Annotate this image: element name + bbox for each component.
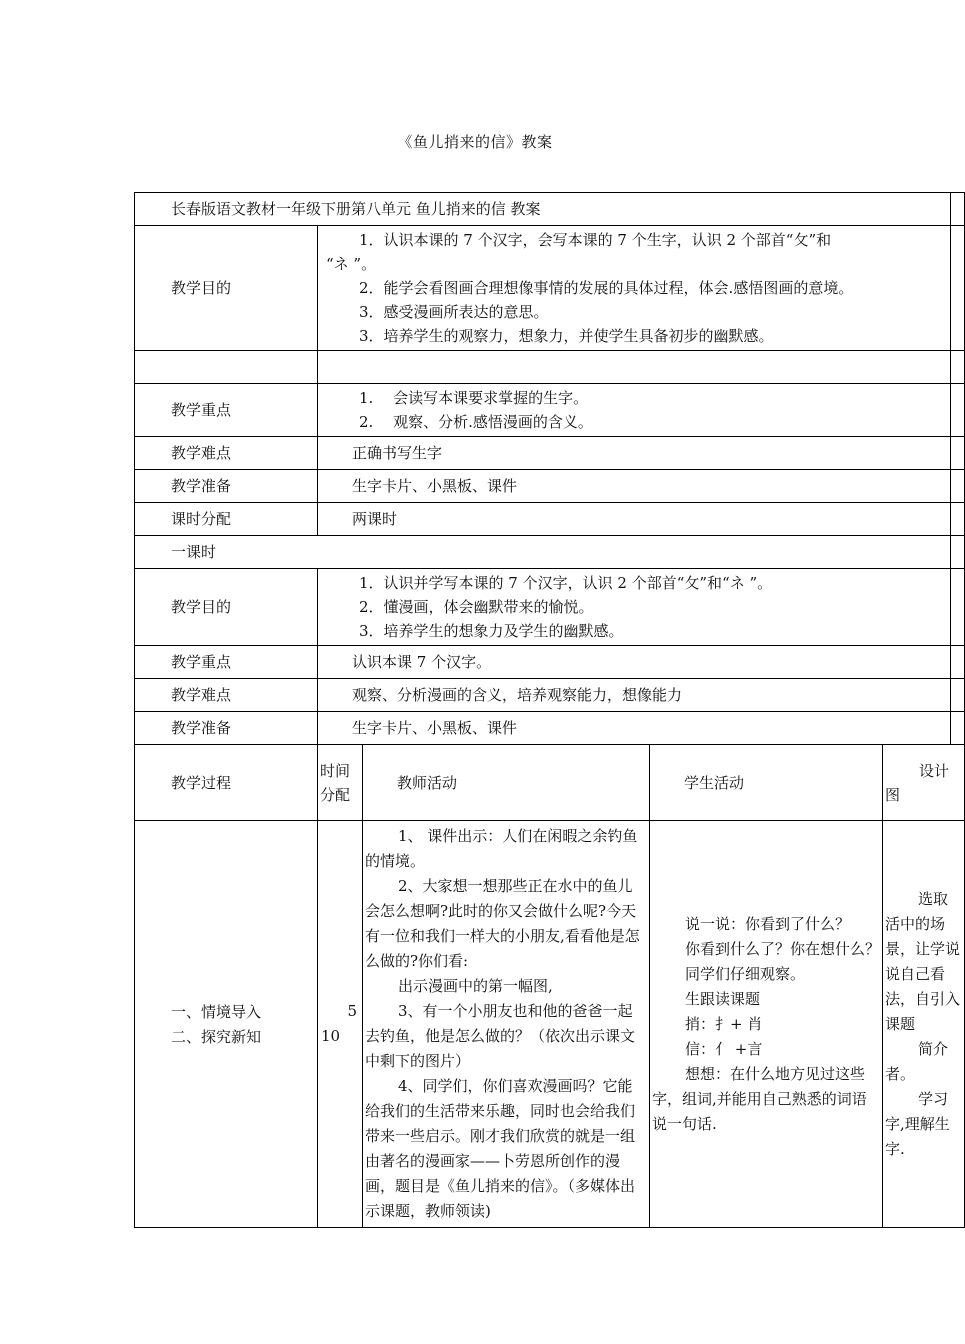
document-title: 《鱼儿捎来的信》教案 xyxy=(397,133,553,151)
teacher-activity-header: 教师活动 xyxy=(363,745,650,821)
header-row: 长春版语文教材一年级下册第八单元 鱼儿捎来的信 教案 xyxy=(135,193,951,226)
step-item: 二、探究新知 xyxy=(171,1027,262,1046)
student-activity xyxy=(650,821,883,1228)
lesson-objectives-label: 教学目的 xyxy=(135,569,318,646)
blank-cell xyxy=(135,351,318,384)
teacher-step: 3、有一个小朋友也和他的爸爸一起去钓鱼，他是怎么做的？（依次出示课文中剩下的图片） xyxy=(365,1002,636,1070)
blank-cell xyxy=(318,351,951,384)
schedule-value: 两课时 xyxy=(318,503,951,536)
objective-item: 2．能学会看图画合理想像事情的发展的具体过程，体会.感悟图画的意境。 xyxy=(359,279,854,297)
right-margin-cell xyxy=(951,193,965,226)
student-step: 捎：扌+ 肖 xyxy=(685,1014,763,1033)
time-allocation xyxy=(318,821,363,1228)
lesson-preparation-value: 生字卡片、小黑板、课件 xyxy=(318,712,951,745)
teacher-step: 1、 课件出示：人们在闲暇之余钓鱼的情境。 xyxy=(365,827,638,870)
step-item: 一、情境导入 xyxy=(171,1002,262,1021)
lesson-plan-table xyxy=(134,192,965,1228)
time-header: 时间 分配 xyxy=(318,745,363,821)
difficulties-label: 教学难点 xyxy=(135,437,318,470)
design-header: 设计 图 xyxy=(883,745,965,821)
design-note: 选取活中的场景，让学说说自己看法，自引入课题 xyxy=(885,889,961,1033)
design-note: 简介者。 xyxy=(885,1039,949,1083)
time-value: 10 xyxy=(321,1027,341,1045)
student-step: 信：亻 +言 xyxy=(685,1039,763,1058)
objectives-content xyxy=(318,226,951,351)
key-points-label: 教学重点 xyxy=(135,384,318,437)
preparation-label: 教学准备 xyxy=(135,470,318,503)
key-points-content xyxy=(318,384,951,437)
lesson-objective-item: 3．培养学生的想象力及学生的幽默感。 xyxy=(359,622,624,640)
teacher-step: 4、同学们，你们喜欢漫画吗？它能给我们的生活带来乐趣，同时也会给我们带来一些启示。刚才我们欣赏的就是一组由著名的漫画家——卜劳恩所创作的漫画，题目是《鱼儿捎来的信》。（多媒体出示课题，教师领读) xyxy=(365,1077,636,1220)
teacher-step: 2、大家想一想那些正在水中的鱼儿会怎么想啊?此时的你又会做什么呢?今天有一位和我们一样大的小朋友,看看他是怎么做的?你们看: xyxy=(365,877,640,970)
lesson-key-points-label: 教学重点 xyxy=(135,646,318,679)
key-point-item: 1. 会读写本课要求掌握的生字。 xyxy=(359,389,589,407)
design-notes xyxy=(883,821,965,1228)
objective-item: 1．认识本课的 7 个汉字，会写本课的 7 个生字，认识 2 个部首“攵”和 xyxy=(359,231,832,249)
preparation-value: 生字卡片、小黑板、课件 xyxy=(318,470,951,503)
student-activity-header: 学生活动 xyxy=(650,745,883,821)
student-step: 生跟读课题 xyxy=(685,989,761,1008)
lesson-one-heading: 一课时 xyxy=(135,536,951,569)
lesson-objectives-content xyxy=(318,569,951,646)
difficulties-value: 正确书写生字 xyxy=(318,437,951,470)
lesson-objective-item: 2．懂漫画，体会幽默带来的愉悦。 xyxy=(359,598,594,616)
lesson-difficulties-value: 观察、分析漫画的含义，培养观察能力，想像能力 xyxy=(318,679,951,712)
lesson-preparation-label: 教学准备 xyxy=(135,712,318,745)
process-header: 教学过程 xyxy=(135,745,318,821)
student-step: 想想：在什么地方见过这些字，组词,并能用自己熟悉的词语说一句话. xyxy=(652,1064,867,1133)
schedule-label: 课时分配 xyxy=(135,503,318,536)
teacher-step: 出示漫画中的第一幅图, xyxy=(398,977,553,995)
time-value: 5 xyxy=(347,1002,357,1020)
objective-item: “ネ ”。 xyxy=(326,255,377,273)
student-step: 你看到什么了？你在想什么？ xyxy=(685,939,881,958)
objectives-label: 教学目的 xyxy=(135,226,318,351)
teacher-activity xyxy=(363,821,650,1228)
design-note: 学习字,理解生字. xyxy=(885,1089,950,1158)
lesson-difficulties-label: 教学难点 xyxy=(135,679,318,712)
lesson-objective-item: 1．认识并学写本课的 7 个汉字，认识 2 个部首“攵”和“ネ ”。 xyxy=(359,574,773,592)
student-step: 同学们仔细观察。 xyxy=(685,964,806,983)
student-step: 说一说：你看到了什么？ xyxy=(685,914,851,933)
lesson-key-points-value: 认识本课 7 个汉字。 xyxy=(318,646,951,679)
objective-item: 3．培养学生的观察力，想象力，并使学生具备初步的幽默感。 xyxy=(359,327,774,345)
objective-item: 3．感受漫画所表达的意思。 xyxy=(359,303,549,321)
key-point-item: 2. 观察、分析.感悟漫画的含义。 xyxy=(359,413,593,431)
process-steps xyxy=(135,821,318,1228)
